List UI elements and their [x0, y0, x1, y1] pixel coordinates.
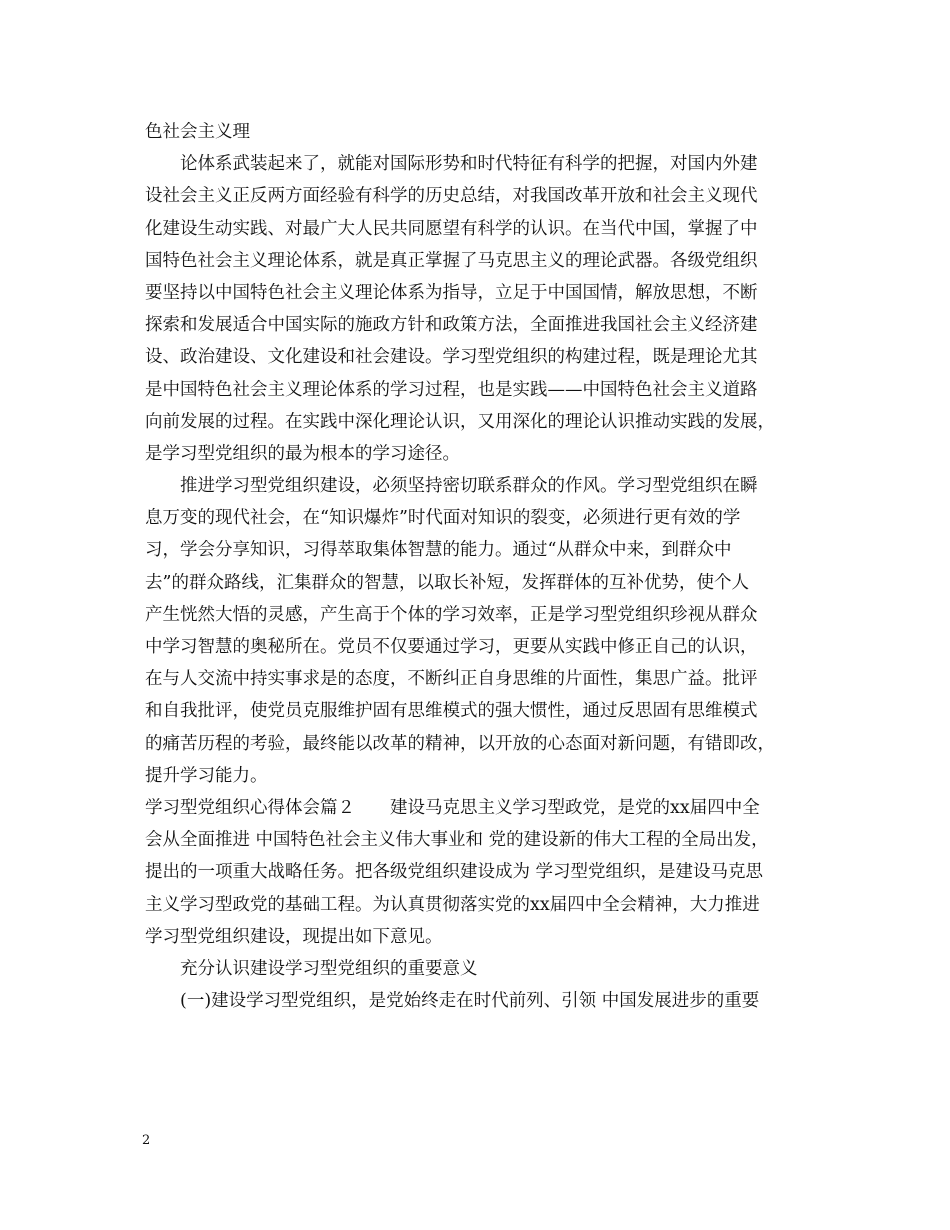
text-line: 产生恍然大悟的灵感，产生高于个体的学习效率，正是学习型党组织珍视从群众 [145, 604, 758, 625]
text-line: 论体系武装起来了，就能对国际形势和时代特征有科学的把握，对国内外建 [145, 154, 758, 175]
text-line: 在与人交流中持实事求是的态度，不断纠正自身思维的片面性，集思广益。批评 [145, 669, 758, 690]
text-line: 提升学习能力。 [145, 765, 268, 786]
text-line: 息万变的现代社会，在“知识爆炸”时代面对知识的裂变，必须进行更有效的学 [145, 508, 741, 529]
text-line: 习，学会分享知识，习得萃取集体智慧的能力。通过“从群众中来，到群众中 [145, 540, 732, 561]
page-number: 2 [142, 1133, 151, 1148]
text-line: (一)建设学习型党组织，是党始终走在时代前列、引领 中国发展进步的重要 [145, 991, 760, 1012]
text-line: 是学习型党组织的最为根本的学习途径。 [145, 443, 460, 464]
text-line: 推进学习型党组织建设，必须坚持密切联系群众的作风。学习型党组织在瞬 [145, 476, 758, 497]
text-line: 是中国特色社会主义理论体系的学习过程，也是实践——中国特色社会主义道路 [145, 379, 758, 400]
body-text [145, 116, 825, 1017]
text-line: 国特色社会主义理论体系，就是真正掌握了马克思主义的理论武器。各级党组织 [145, 250, 758, 271]
text-line: 主义学习型政党的基础工程。为认真贯彻落实党的xx届四中全会精神，大力推进 [145, 894, 760, 915]
text-line: 设社会主义正反两方面经验有科学的历史总结，对我国改革开放和社会主义现代 [145, 186, 758, 207]
text-line: 学习型党组织建设，现提出如下意见。 [145, 926, 443, 947]
text-line: 的痛苦历程的考验，最终能以改革的精神，以开放的心态面对新问题，有错即改， [145, 733, 775, 754]
text-line: 色社会主义理 [145, 122, 250, 142]
text-line: 探索和发展适合中国实际的施政方针和政策方法，全面推进我国社会主义经济建 [145, 315, 758, 336]
text-line: 要坚持以中国特色社会主义理论体系为指导，立足于中国国情，解放思想，不断 [145, 282, 758, 303]
text-line: 中学习智慧的奥秘所在。党员不仅要通过学习，更要从实践中修正自己的认识， [145, 637, 758, 657]
text-line: 设、政治建设、文化建设和社会建设。学习型党组织的构建过程，既是理论尤其 [145, 347, 758, 368]
text-line: 和自我批评，使党员克服维护固有思维模式的强大惯性，通过反思固有思维模式 [145, 701, 758, 722]
text-line: 向前发展的过程。在实践中深化理论认识，又用深化的理论认识推动实践的发展， [145, 411, 775, 432]
text-line: 提出的一项重大战略任务。把各级党组织建设成为 学习型党组织，是建设马克思 [145, 862, 764, 883]
subheading-line: 充分认识建设学习型党组织的重要意义 [145, 958, 478, 979]
text-line: 会从全面推进 中国特色社会主义伟大事业和 党的建设新的伟大工程的全局出发， [145, 830, 769, 851]
text-line: 化建设生动实践、对最广大人民共同愿望有科学的认识。在当代中国，掌握了中 [145, 218, 758, 239]
text-line: 去”的群众路线，汇集群众的智慧，以取长补短，发挥群体的互补优势，使个人 [145, 572, 749, 593]
section-heading-line: 学习型党组织心得体会篇２ 建设马克思主义学习型政党，是党的xx届四中全 [145, 797, 760, 818]
